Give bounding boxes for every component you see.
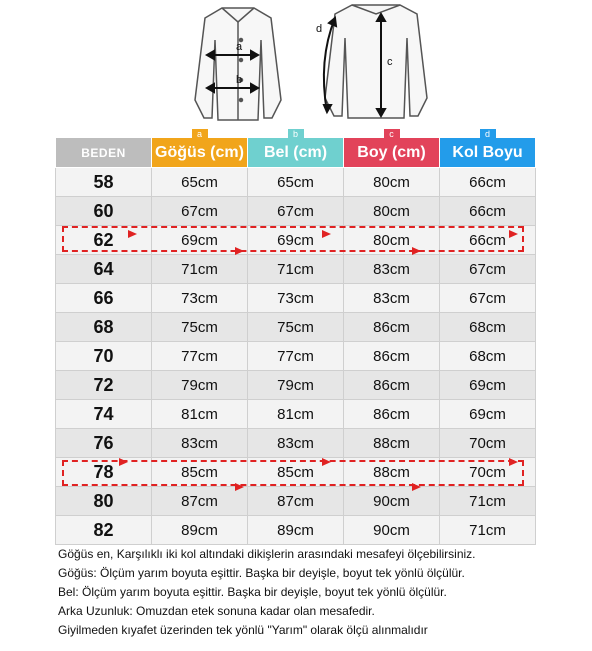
header-bel-label: Bel (cm) (263, 143, 328, 161)
diagram-label-c: c (387, 56, 393, 68)
size-cell: 58 (56, 168, 152, 197)
bel-cell: 75cm (248, 313, 344, 342)
table-row (56, 255, 536, 284)
boy-cell: 83cm (344, 284, 440, 313)
bel-cell: 83cm (248, 429, 344, 458)
size-cell: 72 (56, 371, 152, 400)
header-kol-label: Kol Boyu (452, 143, 523, 161)
header-gogus (152, 129, 248, 168)
table-row (56, 284, 536, 313)
boy-cell: 80cm (344, 168, 440, 197)
kol-cell: 68cm (440, 313, 536, 342)
boy-cell: 83cm (344, 255, 440, 284)
kol-cell: 66cm (440, 197, 536, 226)
table-row (56, 313, 536, 342)
gogus-cell: 87cm (152, 487, 248, 516)
diagram-label-b: b (236, 74, 243, 86)
diagram-label-a: a (236, 41, 243, 53)
kol-cell: 69cm (440, 400, 536, 429)
bel-cell: 85cm (248, 458, 344, 487)
kol-cell: 67cm (440, 284, 536, 313)
size-cell: 70 (56, 342, 152, 371)
gogus-cell: 83cm (152, 429, 248, 458)
header-tag-b: b (288, 129, 304, 139)
table-row (56, 487, 536, 516)
bel-cell: 65cm (248, 168, 344, 197)
kol-cell: 66cm (440, 226, 536, 255)
gogus-cell: 67cm (152, 197, 248, 226)
note-line: Bel: Ölçüm yarım boyuta eşittir. Başka bir deyişle, boyut tek yönlü ölçülür. (58, 585, 447, 599)
note-line: Göğüs: Ölçüm yarım boyuta eşittir. Başka bir deyişle, boyut tek yönlü ölçülür. (58, 566, 465, 580)
table-row (56, 168, 536, 197)
gogus-cell: 65cm (152, 168, 248, 197)
bel-cell: 81cm (248, 400, 344, 429)
bel-cell: 87cm (248, 487, 344, 516)
table-row (56, 226, 536, 255)
gogus-cell: 89cm (152, 516, 248, 545)
boy-cell: 86cm (344, 342, 440, 371)
table-row (56, 400, 536, 429)
bel-cell: 71cm (248, 255, 344, 284)
bel-cell: 77cm (248, 342, 344, 371)
note-line: Göğüs en, Karşılıklı iki kol altındaki dikişlerin arasındaki mesafeyi ölçebilirsiniz. (58, 547, 476, 561)
bel-cell: 89cm (248, 516, 344, 545)
size-cell: 60 (56, 197, 152, 226)
table-row (56, 197, 536, 226)
boy-cell: 88cm (344, 429, 440, 458)
note-line: Arka Uzunluk: Omuzdan etek sonuna kadar olan mesafedir. (58, 604, 375, 618)
table-row (56, 371, 536, 400)
header-kol (440, 129, 536, 168)
boy-cell: 86cm (344, 313, 440, 342)
gogus-cell: 81cm (152, 400, 248, 429)
table-row (56, 458, 536, 487)
kol-cell: 66cm (440, 168, 536, 197)
header-tag-a: a (192, 129, 208, 139)
shirt-front-icon (195, 8, 281, 120)
header-gogus-label: Göğüs (cm) (155, 143, 244, 161)
header-tag-c: c (384, 129, 400, 139)
header-boy-label: Boy (cm) (357, 143, 426, 161)
shirt-measurement-illustration (0, 0, 592, 130)
measurement-notes (58, 545, 578, 640)
boy-cell: 80cm (344, 197, 440, 226)
size-cell: 78 (56, 458, 152, 487)
kol-cell: 68cm (440, 342, 536, 371)
header-boy (344, 129, 440, 168)
boy-cell: 90cm (344, 487, 440, 516)
table-row (56, 516, 536, 545)
header-beden: BEDEN (56, 138, 152, 168)
size-cell: 74 (56, 400, 152, 429)
gogus-cell: 79cm (152, 371, 248, 400)
boy-cell: 90cm (344, 516, 440, 545)
kol-cell: 71cm (440, 516, 536, 545)
bel-cell: 79cm (248, 371, 344, 400)
size-cell: 68 (56, 313, 152, 342)
size-chart-table (55, 129, 536, 545)
bel-cell: 73cm (248, 284, 344, 313)
kol-cell: 70cm (440, 458, 536, 487)
kol-cell: 69cm (440, 371, 536, 400)
bel-cell: 67cm (248, 197, 344, 226)
size-cell: 82 (56, 516, 152, 545)
header-bel (248, 129, 344, 168)
note-line: Giyilmeden kıyafet üzerinden tek yönlü "Yarım" olarak ölçü alınmalıdır (58, 623, 428, 637)
boy-cell: 86cm (344, 400, 440, 429)
bel-cell: 69cm (248, 226, 344, 255)
gogus-cell: 71cm (152, 255, 248, 284)
gogus-cell: 85cm (152, 458, 248, 487)
boy-cell: 86cm (344, 371, 440, 400)
size-cell: 62 (56, 226, 152, 255)
diagram-label-d: d (316, 23, 323, 35)
table-row (56, 429, 536, 458)
size-cell: 64 (56, 255, 152, 284)
table-header-row (56, 138, 536, 168)
size-cell: 66 (56, 284, 152, 313)
size-cell: 80 (56, 487, 152, 516)
gogus-cell: 77cm (152, 342, 248, 371)
gogus-cell: 75cm (152, 313, 248, 342)
kol-cell: 70cm (440, 429, 536, 458)
size-cell: 76 (56, 429, 152, 458)
kol-cell: 71cm (440, 487, 536, 516)
table-row (56, 342, 536, 371)
kol-cell: 67cm (440, 255, 536, 284)
gogus-cell: 73cm (152, 284, 248, 313)
boy-cell: 80cm (344, 226, 440, 255)
boy-cell: 88cm (344, 458, 440, 487)
gogus-cell: 69cm (152, 226, 248, 255)
header-tag-d: d (480, 129, 496, 139)
